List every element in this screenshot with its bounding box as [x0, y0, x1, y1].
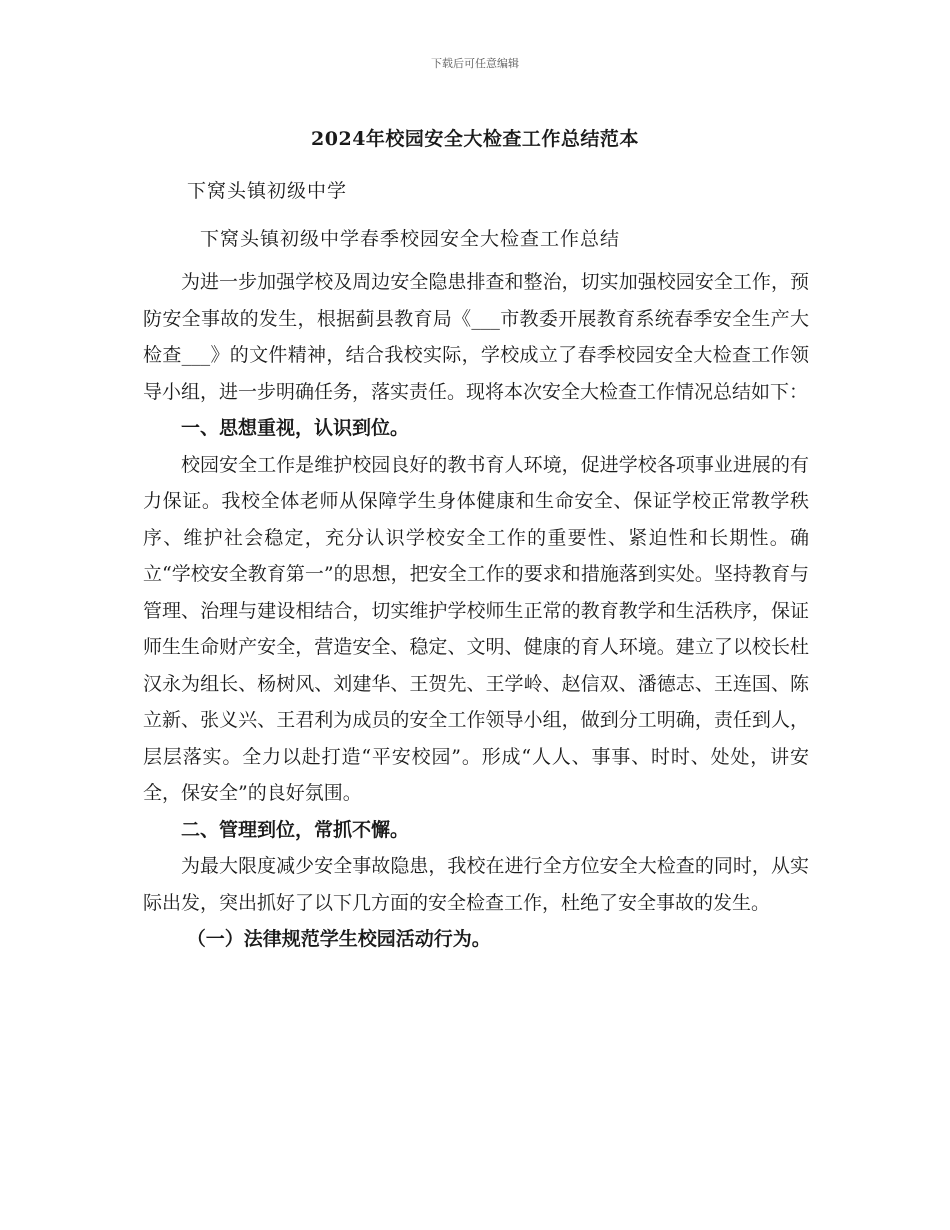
school-name: 下窝头镇初级中学	[187, 180, 348, 202]
document-title: 2024年校园安全大检查工作总结范本	[311, 128, 639, 150]
subsection-heading-1: （一）法律规范学生校园活动行为。	[186, 928, 491, 950]
header-note: 下载后可任意编辑	[431, 57, 519, 70]
section-heading-1: 一、思想重视，认识到位。	[181, 417, 410, 439]
report-title: 下窝头镇初级中学春季校园安全大检查工作总结	[200, 228, 621, 250]
intro-paragraph: 为进一步加强学校及周边安全隐患排查和整治，切实加强校园安全工作，预防安全事故的发生，根据蓟县教育局《___市教委开展教育系统春季安全生产大检查___》的文件精神，结合我校实际，学校成立了春季校园安全大检查工作领导小组，进一步明确任务，落实责任。现将本次安全大检查工作情况总结如下：	[143, 271, 809, 403]
section-1-paragraph: 校园安全工作是维护校园良好的教书育人环境，促进学校各项事业进展的有力保证。我校全体老师从保障学生身体健康和生命安全、保证学校正常教学秩序、维护社会稳定，充分认识学校安全工作的重要性、紧迫性和长期性。确立“学校安全教育第一”的思想，把安全工作的要求和措施落到实处。坚持教育与管理、治理与建设相结合，切实维护学校师生正常的教育教学和生活秩序，保证师生生命财产安全，营造安全、稳定、文明、健康的育人环境。建立了以校长杜汉永为组长、杨树风、刘建华、王贺先、王学岭、赵信双、潘德志、王连国、陈立新、张义兴、王君利为成员的安全工作领导小组，做到分工明确，责任到人，层层落实。全力以赴打造“平安校园”。形成“人人、事事、时时、处处，讲安全，保安全”的良好氛围。	[143, 453, 809, 804]
section-heading-2: 二、管理到位，常抓不懈。	[181, 818, 410, 841]
section-2-paragraph: 为最大限度减少安全事故隐患，我校在进行全方位安全大检查的同时，从实际出发，突出抓好了以下几方面的安全检查工作，杜绝了安全事故的发生。	[143, 855, 809, 914]
document-body	[143, 264, 809, 958]
